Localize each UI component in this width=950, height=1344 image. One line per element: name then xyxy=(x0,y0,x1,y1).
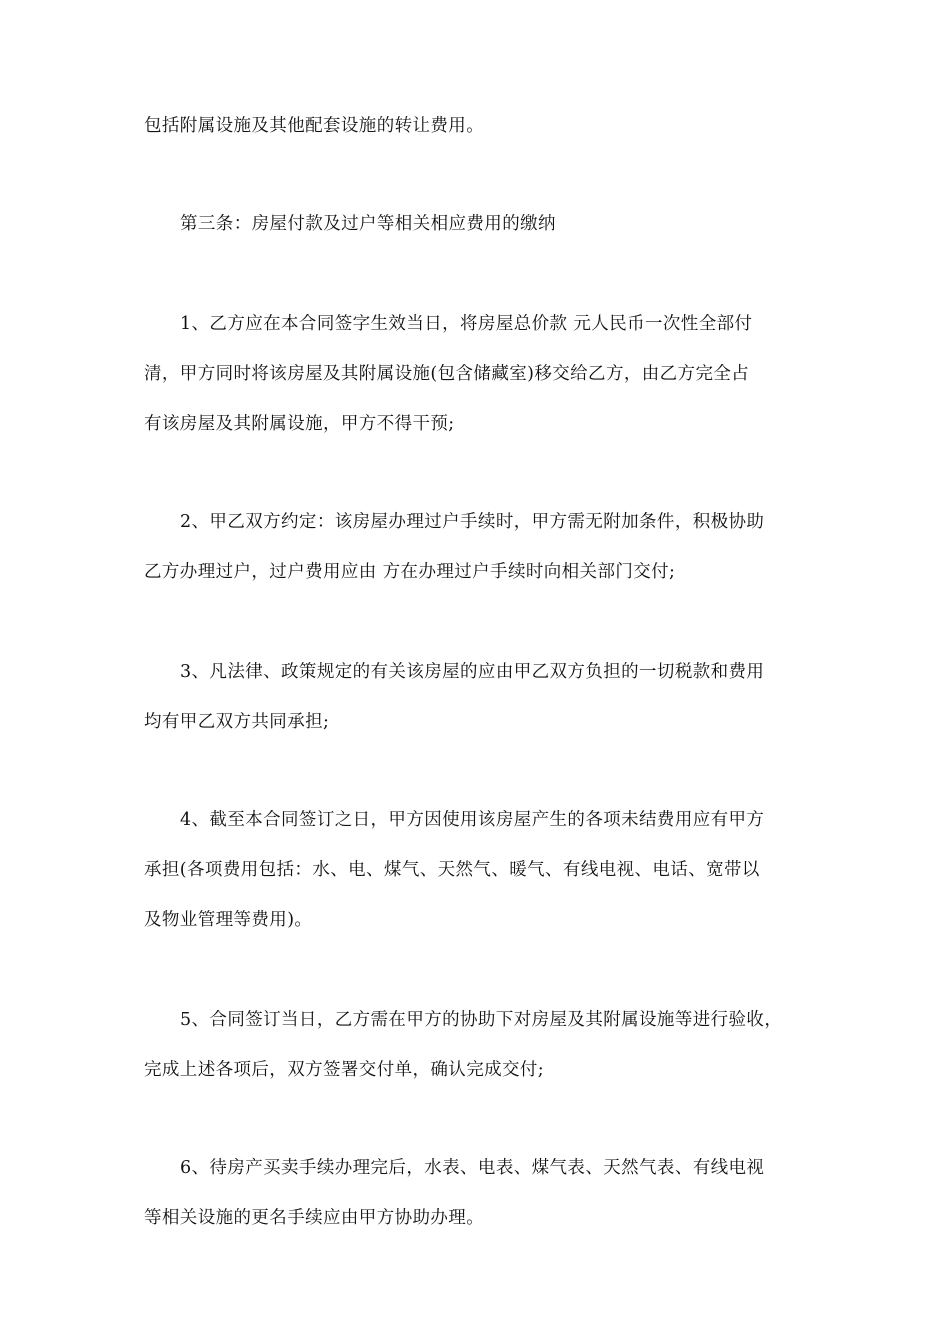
paragraph-3-line-2: 均有甲乙双方共同承担; xyxy=(144,712,330,732)
paragraph-3-line-1: 3、凡法律、政策规定的有关该房屋的应由甲乙双方负担的一切税款和费用 xyxy=(180,662,765,682)
paragraph-5-line-1: 5、合同签订当日，乙方需在甲方的协助下对房屋及其附属设施等进行验收， xyxy=(180,1010,783,1030)
paragraph-4-line-1: 4、截至本合同签订之日，甲方因使用该房屋产生的各项未结费用应有甲方 xyxy=(180,810,765,830)
text-line: 包括附属设施及其他配套设施的转让费用。 xyxy=(144,116,485,136)
paragraph-5-line-2: 完成上述各项后，双方签署交付单，确认完成交付; xyxy=(144,1060,545,1080)
paragraph-2-line-1: 2、甲乙双方约定：该房屋办理过户手续时，甲方需无附加条件，积极协助 xyxy=(180,512,765,532)
paragraph-6-line-2: 等相关设施的更名手续应由甲方协助办理。 xyxy=(144,1208,485,1228)
paragraph-6-line-1: 6、待房产买卖手续办理完后，水表、电表、煤气表、天然气表、有线电视 xyxy=(180,1158,765,1178)
paragraph-1-line-1: 1、乙方应在本合同签字生效当日，将房屋总价款 元人民币一次性全部付 xyxy=(180,314,753,334)
paragraph-2-line-2: 乙方办理过户，过户费用应由 方在办理过户手续时向相关部门交付; xyxy=(144,562,676,582)
paragraph-4-line-3: 及物业管理等费用)。 xyxy=(144,910,313,930)
paragraph-4-line-2: 承担(各项费用包括：水、电、煤气、天然气、暖气、有线电视、电话、宽带以 xyxy=(144,860,760,880)
paragraph-1-line-3: 有该房屋及其附属设施，甲方不得干预; xyxy=(144,414,455,434)
section-heading: 第三条：房屋付款及过户等相关相应费用的缴纳 xyxy=(180,214,556,234)
paragraph-1-line-2: 清，甲方同时将该房屋及其附属设施(包含储藏室)移交给乙方，由乙方完全占 xyxy=(144,364,750,384)
